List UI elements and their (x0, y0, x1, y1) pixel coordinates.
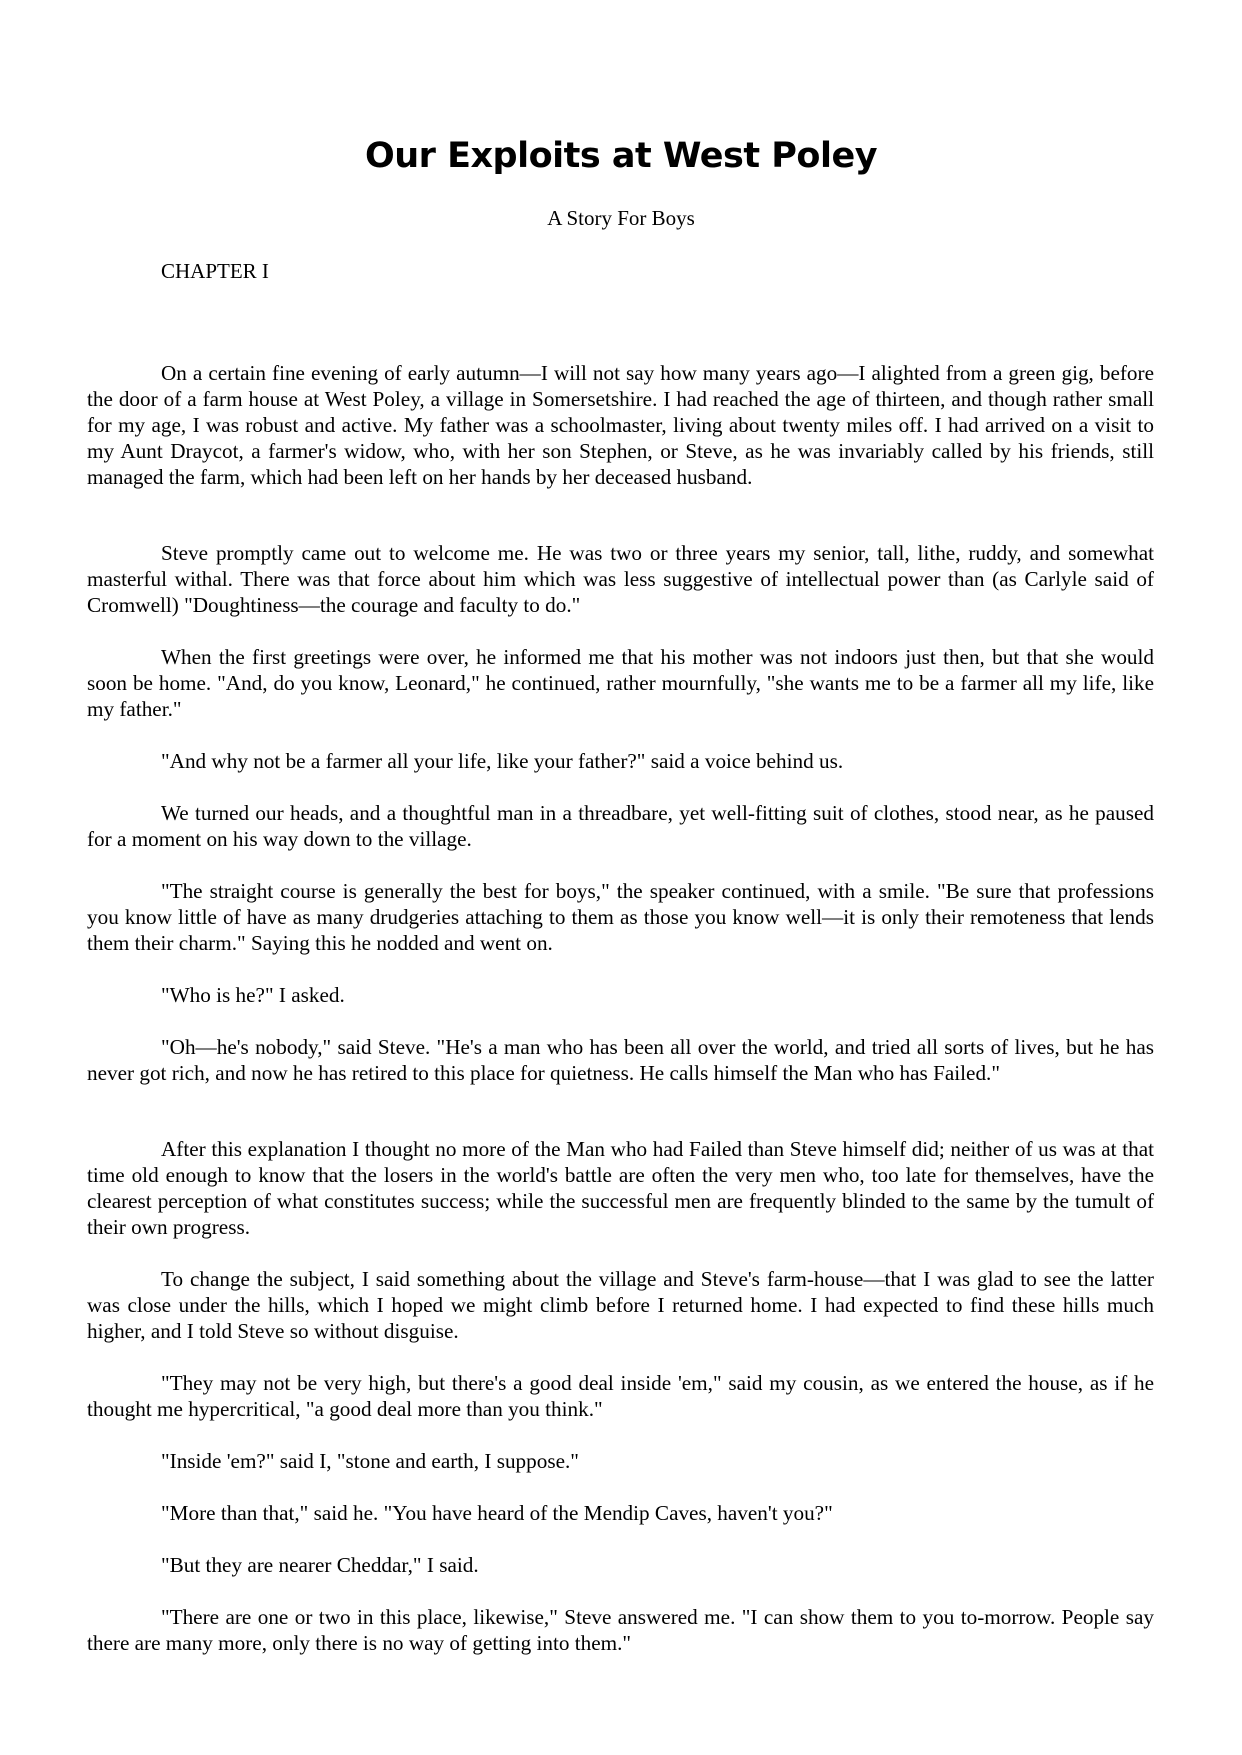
paragraph: "Oh—he's nobody," said Steve. "He's a man who has been all over the world, and tried all sorts of lives, but he has never got rich, and now he has retired to this place for quietness. He calls himself the Man who has Failed." (87, 1035, 1154, 1085)
paragraph: "But they are nearer Cheddar," I said. (161, 1553, 479, 1577)
paragraph: We turned our heads, and a thoughtful man in a threadbare, yet well-fitting suit of clothes, stood near, as he paused for a moment on his way down to the village. (87, 801, 1154, 851)
paragraph: To change the subject, I said something about the village and Steve's farm-house—that I was glad to see the latter was close under the hills, which I hoped we might climb before I returned home. I had expected to find these hills much higher, and I told Steve so without disguise. (87, 1267, 1154, 1343)
paragraph: "The straight course is generally the best for boys," the speaker continued, with a smile. "Be sure that professions you know little of have as many drudgeries attaching to them as those you know well—it is only their remoteness that lends them their charm." Saying this he nodded and went on. (87, 879, 1154, 955)
paragraph: "More than that," said he. "You have heard of the Mendip Caves, haven't you?" (161, 1501, 833, 1525)
paragraph: After this explanation I thought no more of the Man who had Failed than Steve himself did; neither of us was at that time old enough to know that the losers in the world's battle are often the very men who, too late for themselves, have the clearest perception of what constitutes success; while the successful men are frequently blinded to the same by the tumult of their own progress. (87, 1137, 1154, 1239)
paragraph: Steve promptly came out to welcome me. He was two or three years my senior, tall, lithe, ruddy, and somewhat masterful withal. There was that force about him which was less suggestive of intellectual power than (as Carlyle said of Cromwell) "Doughtiness—the courage and faculty to do." (87, 541, 1154, 617)
paragraph: On a certain fine evening of early autumn—I will not say how many years ago—I alighted from a green gig, before the door of a farm house at West Poley, a village in Somersetshire. I had reached the age of thirteen, and though rather small for my age, I was robust and active. My father was a schoolmaster, living about twenty miles off. I had arrived on a visit to my Aunt Draycot, a farmer's widow, who, with her son Stephen, or Steve, as he was invariably called by his friends, still managed the farm, which had been left on her hands by her deceased husband. (87, 361, 1154, 489)
page-title: Our Exploits at West Poley (364, 136, 878, 176)
chapter-heading: CHAPTER I (161, 259, 269, 283)
paragraph: "Inside 'em?" said I, "stone and earth, I suppose." (161, 1449, 579, 1473)
page-subtitle: A Story For Boys (547, 206, 695, 230)
paragraph: "And why not be a farmer all your life, like your father?" said a voice behind us. (161, 749, 844, 773)
paragraph: When the first greetings were over, he informed me that his mother was not indoors just then, but that she would soon be home. "And, do you know, Leonard," he continued, rather mournfully, "she wants me to be a farmer all my life, like my father." (87, 645, 1154, 721)
paragraph: "There are one or two in this place, likewise," Steve answered me. "I can show them to you to-morrow. People say there are many more, only there is no way of getting into them." (87, 1605, 1154, 1655)
paragraph: "They may not be very high, but there's a good deal inside 'em," said my cousin, as we entered the house, as if he thought me hypercritical, "a good deal more than you think." (87, 1371, 1154, 1421)
body-text (87, 360, 1154, 1656)
paragraph: "Who is he?" I asked. (161, 983, 345, 1007)
